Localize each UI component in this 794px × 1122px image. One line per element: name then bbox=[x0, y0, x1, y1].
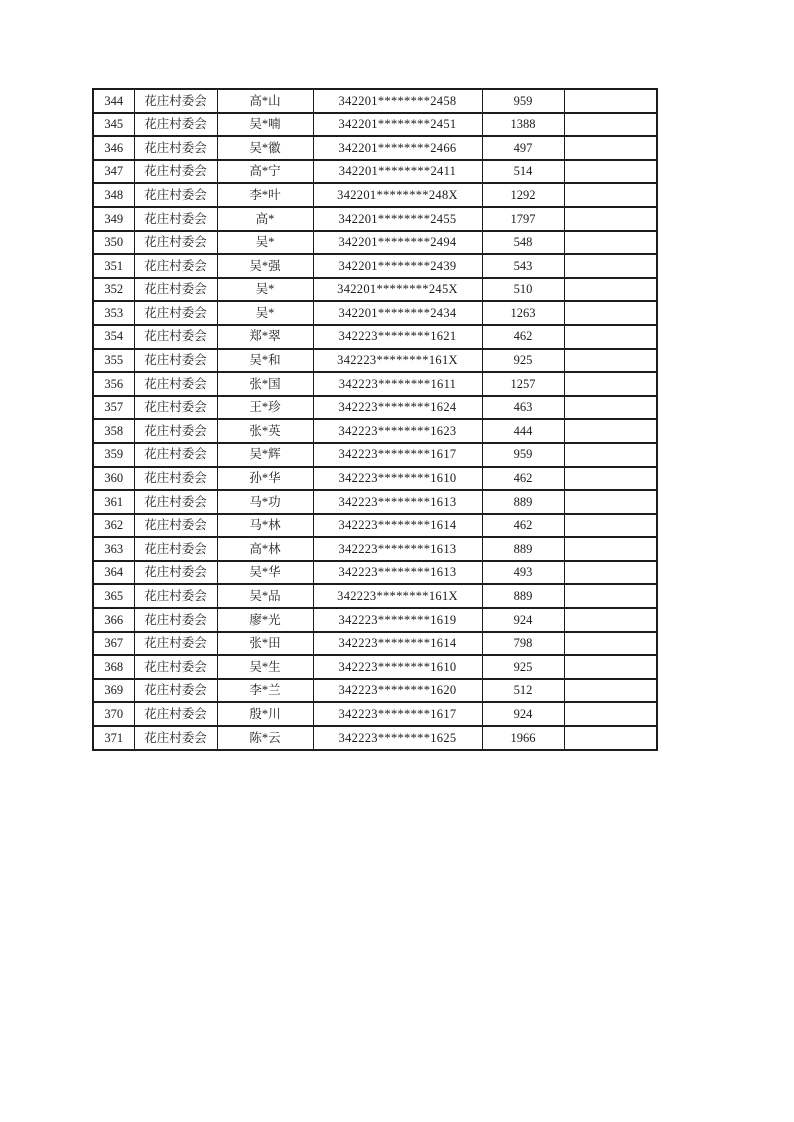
cell-amount: 510 bbox=[482, 278, 564, 302]
cell-village-committee: 花庄村委会 bbox=[134, 160, 217, 184]
cell-remark-empty bbox=[564, 136, 657, 160]
cell-remark-empty bbox=[564, 537, 657, 561]
cell-remark-empty bbox=[564, 301, 657, 325]
cell-village-committee: 花庄村委会 bbox=[134, 655, 217, 679]
cell-remark-empty bbox=[564, 726, 657, 750]
cell-person-name: 吴*和 bbox=[217, 349, 313, 373]
cell-row-number: 365 bbox=[93, 584, 134, 608]
cell-person-name: 王*珍 bbox=[217, 396, 313, 420]
cell-person-name: 吴* bbox=[217, 231, 313, 255]
cell-row-number: 357 bbox=[93, 396, 134, 420]
cell-masked-id-number: 342223********1611 bbox=[313, 372, 482, 396]
cell-village-committee: 花庄村委会 bbox=[134, 349, 217, 373]
cell-row-number: 349 bbox=[93, 207, 134, 231]
cell-row-number: 351 bbox=[93, 254, 134, 278]
table-row bbox=[93, 655, 657, 679]
table-row bbox=[93, 325, 657, 349]
cell-amount: 1263 bbox=[482, 301, 564, 325]
table-row bbox=[93, 514, 657, 538]
cell-row-number: 363 bbox=[93, 537, 134, 561]
cell-person-name: 高*山 bbox=[217, 89, 313, 113]
cell-row-number: 359 bbox=[93, 443, 134, 467]
cell-remark-empty bbox=[564, 561, 657, 585]
cell-person-name: 郑*翠 bbox=[217, 325, 313, 349]
cell-row-number: 358 bbox=[93, 419, 134, 443]
cell-amount: 889 bbox=[482, 537, 564, 561]
table-row bbox=[93, 278, 657, 302]
cell-person-name: 吴*华 bbox=[217, 561, 313, 585]
cell-row-number: 350 bbox=[93, 231, 134, 255]
cell-person-name: 吴*辉 bbox=[217, 443, 313, 467]
cell-remark-empty bbox=[564, 702, 657, 726]
cell-village-committee: 花庄村委会 bbox=[134, 584, 217, 608]
cell-amount: 514 bbox=[482, 160, 564, 184]
cell-village-committee: 花庄村委会 bbox=[134, 632, 217, 656]
cell-person-name: 吴*喃 bbox=[217, 113, 313, 137]
cell-village-committee: 花庄村委会 bbox=[134, 254, 217, 278]
cell-amount: 548 bbox=[482, 231, 564, 255]
cell-village-committee: 花庄村委会 bbox=[134, 372, 217, 396]
cell-person-name: 吴* bbox=[217, 301, 313, 325]
cell-village-committee: 花庄村委会 bbox=[134, 207, 217, 231]
cell-amount: 493 bbox=[482, 561, 564, 585]
cell-amount: 798 bbox=[482, 632, 564, 656]
cell-row-number: 352 bbox=[93, 278, 134, 302]
cell-person-name: 吴*徽 bbox=[217, 136, 313, 160]
table-row bbox=[93, 419, 657, 443]
table-row bbox=[93, 349, 657, 373]
cell-village-committee: 花庄村委会 bbox=[134, 679, 217, 703]
cell-person-name: 马*功 bbox=[217, 490, 313, 514]
table-row bbox=[93, 396, 657, 420]
cell-row-number: 344 bbox=[93, 89, 134, 113]
cell-masked-id-number: 342201********2455 bbox=[313, 207, 482, 231]
cell-remark-empty bbox=[564, 467, 657, 491]
cell-person-name: 殷*川 bbox=[217, 702, 313, 726]
cell-remark-empty bbox=[564, 231, 657, 255]
cell-remark-empty bbox=[564, 372, 657, 396]
cell-person-name: 张*田 bbox=[217, 632, 313, 656]
cell-row-number: 356 bbox=[93, 372, 134, 396]
cell-remark-empty bbox=[564, 160, 657, 184]
cell-row-number: 370 bbox=[93, 702, 134, 726]
cell-remark-empty bbox=[564, 207, 657, 231]
cell-remark-empty bbox=[564, 679, 657, 703]
cell-remark-empty bbox=[564, 419, 657, 443]
cell-masked-id-number: 342201********248X bbox=[313, 183, 482, 207]
cell-row-number: 346 bbox=[93, 136, 134, 160]
cell-amount: 889 bbox=[482, 584, 564, 608]
cell-row-number: 353 bbox=[93, 301, 134, 325]
cell-person-name: 马*林 bbox=[217, 514, 313, 538]
cell-row-number: 354 bbox=[93, 325, 134, 349]
cell-masked-id-number: 342223********1614 bbox=[313, 632, 482, 656]
table-row bbox=[93, 679, 657, 703]
table-body bbox=[93, 89, 657, 750]
cell-person-name: 高* bbox=[217, 207, 313, 231]
cell-masked-id-number: 342201********2411 bbox=[313, 160, 482, 184]
cell-masked-id-number: 342201********2458 bbox=[313, 89, 482, 113]
cell-person-name: 吴*品 bbox=[217, 584, 313, 608]
cell-masked-id-number: 342223********1613 bbox=[313, 490, 482, 514]
cell-village-committee: 花庄村委会 bbox=[134, 278, 217, 302]
cell-masked-id-number: 342223********1614 bbox=[313, 514, 482, 538]
cell-amount: 444 bbox=[482, 419, 564, 443]
cell-row-number: 371 bbox=[93, 726, 134, 750]
cell-amount: 1388 bbox=[482, 113, 564, 137]
cell-masked-id-number: 342201********2434 bbox=[313, 301, 482, 325]
cell-remark-empty bbox=[564, 325, 657, 349]
cell-remark-empty bbox=[564, 278, 657, 302]
cell-village-committee: 花庄村委会 bbox=[134, 183, 217, 207]
cell-village-committee: 花庄村委会 bbox=[134, 537, 217, 561]
cell-village-committee: 花庄村委会 bbox=[134, 301, 217, 325]
cell-person-name: 张*英 bbox=[217, 419, 313, 443]
cell-remark-empty bbox=[564, 608, 657, 632]
table-row bbox=[93, 301, 657, 325]
cell-person-name: 吴*强 bbox=[217, 254, 313, 278]
cell-village-committee: 花庄村委会 bbox=[134, 561, 217, 585]
table-row bbox=[93, 490, 657, 514]
cell-remark-empty bbox=[564, 89, 657, 113]
cell-remark-empty bbox=[564, 349, 657, 373]
cell-remark-empty bbox=[564, 396, 657, 420]
table-row bbox=[93, 584, 657, 608]
table-row bbox=[93, 561, 657, 585]
cell-amount: 924 bbox=[482, 702, 564, 726]
table-row bbox=[93, 608, 657, 632]
cell-masked-id-number: 342223********1620 bbox=[313, 679, 482, 703]
table-row bbox=[93, 231, 657, 255]
table-row bbox=[93, 726, 657, 750]
cell-remark-empty bbox=[564, 113, 657, 137]
cell-row-number: 367 bbox=[93, 632, 134, 656]
cell-amount: 462 bbox=[482, 325, 564, 349]
cell-amount: 497 bbox=[482, 136, 564, 160]
cell-masked-id-number: 342223********1617 bbox=[313, 702, 482, 726]
table-row bbox=[93, 537, 657, 561]
cell-amount: 925 bbox=[482, 655, 564, 679]
cell-remark-empty bbox=[564, 655, 657, 679]
cell-masked-id-number: 342201********2494 bbox=[313, 231, 482, 255]
cell-amount: 462 bbox=[482, 467, 564, 491]
cell-village-committee: 花庄村委会 bbox=[134, 231, 217, 255]
cell-masked-id-number: 342223********1625 bbox=[313, 726, 482, 750]
cell-masked-id-number: 342201********2466 bbox=[313, 136, 482, 160]
cell-masked-id-number: 342223********1613 bbox=[313, 537, 482, 561]
cell-amount: 1257 bbox=[482, 372, 564, 396]
table-row bbox=[93, 632, 657, 656]
cell-person-name: 陈*云 bbox=[217, 726, 313, 750]
cell-village-committee: 花庄村委会 bbox=[134, 726, 217, 750]
cell-amount: 543 bbox=[482, 254, 564, 278]
cell-village-committee: 花庄村委会 bbox=[134, 467, 217, 491]
cell-village-committee: 花庄村委会 bbox=[134, 396, 217, 420]
cell-masked-id-number: 342223********161X bbox=[313, 584, 482, 608]
cell-village-committee: 花庄村委会 bbox=[134, 89, 217, 113]
cell-village-committee: 花庄村委会 bbox=[134, 136, 217, 160]
cell-masked-id-number: 342223********1617 bbox=[313, 443, 482, 467]
cell-row-number: 368 bbox=[93, 655, 134, 679]
cell-remark-empty bbox=[564, 490, 657, 514]
cell-remark-empty bbox=[564, 514, 657, 538]
cell-village-committee: 花庄村委会 bbox=[134, 443, 217, 467]
table-row bbox=[93, 207, 657, 231]
table-row bbox=[93, 467, 657, 491]
cell-masked-id-number: 342223********1624 bbox=[313, 396, 482, 420]
cell-person-name: 吴*生 bbox=[217, 655, 313, 679]
cell-remark-empty bbox=[564, 632, 657, 656]
beneficiary-table bbox=[92, 88, 658, 751]
cell-amount: 1292 bbox=[482, 183, 564, 207]
cell-village-committee: 花庄村委会 bbox=[134, 702, 217, 726]
cell-amount: 462 bbox=[482, 514, 564, 538]
cell-masked-id-number: 342223********1619 bbox=[313, 608, 482, 632]
table-row bbox=[93, 443, 657, 467]
cell-amount: 959 bbox=[482, 89, 564, 113]
cell-row-number: 364 bbox=[93, 561, 134, 585]
cell-amount: 1797 bbox=[482, 207, 564, 231]
cell-person-name: 孙*华 bbox=[217, 467, 313, 491]
cell-amount: 924 bbox=[482, 608, 564, 632]
cell-masked-id-number: 342223********161X bbox=[313, 349, 482, 373]
cell-amount: 925 bbox=[482, 349, 564, 373]
cell-amount: 959 bbox=[482, 443, 564, 467]
table-row bbox=[93, 160, 657, 184]
cell-village-committee: 花庄村委会 bbox=[134, 325, 217, 349]
table-row bbox=[93, 254, 657, 278]
cell-village-committee: 花庄村委会 bbox=[134, 113, 217, 137]
cell-person-name: 张*国 bbox=[217, 372, 313, 396]
cell-person-name: 廖*光 bbox=[217, 608, 313, 632]
cell-row-number: 366 bbox=[93, 608, 134, 632]
cell-amount: 1966 bbox=[482, 726, 564, 750]
cell-person-name: 高*宁 bbox=[217, 160, 313, 184]
cell-masked-id-number: 342223********1623 bbox=[313, 419, 482, 443]
table-row bbox=[93, 136, 657, 160]
cell-row-number: 362 bbox=[93, 514, 134, 538]
cell-village-committee: 花庄村委会 bbox=[134, 514, 217, 538]
cell-village-committee: 花庄村委会 bbox=[134, 490, 217, 514]
cell-row-number: 369 bbox=[93, 679, 134, 703]
cell-amount: 889 bbox=[482, 490, 564, 514]
cell-remark-empty bbox=[564, 183, 657, 207]
cell-remark-empty bbox=[564, 584, 657, 608]
cell-row-number: 360 bbox=[93, 467, 134, 491]
cell-row-number: 345 bbox=[93, 113, 134, 137]
table-row bbox=[93, 372, 657, 396]
cell-amount: 463 bbox=[482, 396, 564, 420]
cell-masked-id-number: 342201********2439 bbox=[313, 254, 482, 278]
cell-person-name: 李*兰 bbox=[217, 679, 313, 703]
cell-masked-id-number: 342201********245X bbox=[313, 278, 482, 302]
table-row bbox=[93, 113, 657, 137]
cell-remark-empty bbox=[564, 254, 657, 278]
cell-amount: 512 bbox=[482, 679, 564, 703]
cell-row-number: 361 bbox=[93, 490, 134, 514]
table-row bbox=[93, 89, 657, 113]
cell-village-committee: 花庄村委会 bbox=[134, 608, 217, 632]
cell-person-name: 高*林 bbox=[217, 537, 313, 561]
table-row bbox=[93, 702, 657, 726]
cell-person-name: 吴* bbox=[217, 278, 313, 302]
cell-masked-id-number: 342201********2451 bbox=[313, 113, 482, 137]
cell-row-number: 348 bbox=[93, 183, 134, 207]
cell-masked-id-number: 342223********1613 bbox=[313, 561, 482, 585]
cell-row-number: 347 bbox=[93, 160, 134, 184]
cell-row-number: 355 bbox=[93, 349, 134, 373]
cell-masked-id-number: 342223********1610 bbox=[313, 655, 482, 679]
cell-masked-id-number: 342223********1621 bbox=[313, 325, 482, 349]
cell-masked-id-number: 342223********1610 bbox=[313, 467, 482, 491]
cell-village-committee: 花庄村委会 bbox=[134, 419, 217, 443]
table-row bbox=[93, 183, 657, 207]
cell-remark-empty bbox=[564, 443, 657, 467]
cell-person-name: 李*叶 bbox=[217, 183, 313, 207]
